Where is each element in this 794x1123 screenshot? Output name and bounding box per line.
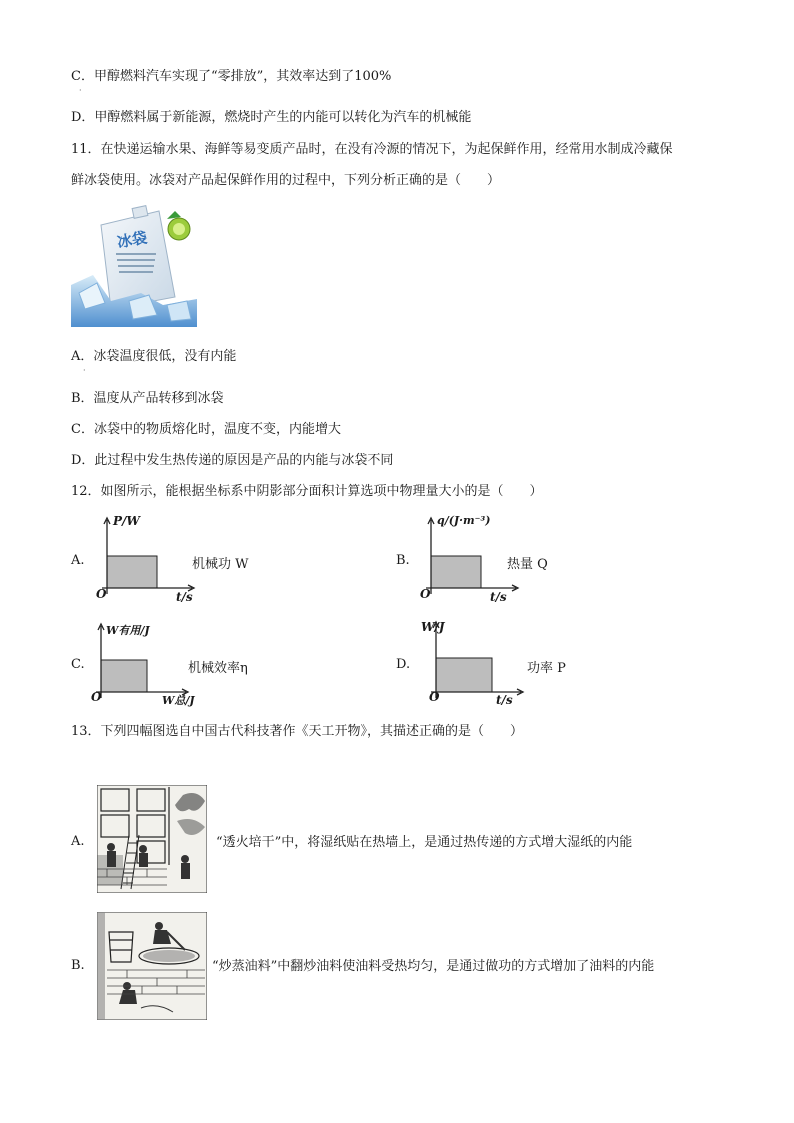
q12-graph-c-xlabel: W总/J (162, 694, 195, 707)
stray-dot: · (83, 366, 86, 375)
q12-graph-c-ylabel: W有用/J (106, 624, 150, 637)
q12-graph-a-ylabel: P/W (113, 514, 140, 528)
q12-graph-b-origin: O (420, 587, 431, 601)
shaded-area (431, 556, 481, 588)
q12-stem: 12．如图所示，能根据坐标系中阴影部分面积计算选项中物理量大小的是（ ） (71, 484, 543, 499)
ice-bag-image (71, 205, 197, 327)
q11-option-a: A．冰袋温度很低，没有内能 (71, 349, 237, 364)
q12-graph-d-ylabel: W/J (421, 620, 445, 634)
q12-graph-b-quantity: 热量 Q (507, 557, 548, 572)
q13-option-a-text: “透火培干”中，将湿纸贴在热墙上，是通过热传递的方式增大湿纸的内能 (216, 835, 633, 850)
q10-option-c: C．甲醇燃料汽车实现了“零排放”，其效率达到了100% (71, 69, 392, 84)
q12-graph-a-quantity: 机械功 W (192, 557, 249, 572)
q11-stem-line2: 鲜冰袋使用。冰袋对产品起保鲜作用的过程中，下列分析正确的是（ ） (71, 173, 501, 188)
q13-option-b-woodcut (97, 912, 207, 1020)
q11-stem-line1: 11．在快递运输水果、海鲜等易变质产品时，在没有冷源的情况下，为起保鲜作用，经常用水制成冷藏保 (71, 142, 673, 157)
q12-graph-a-origin: O (96, 587, 107, 601)
stray-dot: · (79, 86, 82, 95)
shaded-area (107, 556, 157, 588)
shaded-area (101, 660, 147, 692)
q10-option-d: D．甲醇燃料属于新能源，燃烧时产生的内能可以转化为汽车的机械能 (71, 110, 472, 125)
q12-option-d-letter: D. (396, 657, 411, 672)
q11-option-c: C．冰袋中的物质熔化时，温度不变，内能增大 (71, 422, 341, 437)
q12-graph-d-xlabel: t/s (496, 693, 513, 707)
q12-option-a-letter: A. (71, 553, 85, 568)
oil-steaming-woodcut (97, 912, 207, 1020)
q12-graph-b-xlabel: t/s (490, 590, 507, 604)
q12-option-c-letter: C. (71, 657, 85, 672)
q11-option-d: D．此过程中发生热传递的原因是产品的内能与冰袋不同 (71, 453, 394, 468)
shaded-area (436, 658, 492, 692)
q12-graph-c-quantity: 机械效率η (188, 661, 248, 676)
q13-option-b-text: “炒蒸油料”中翻炒油料使油料受热均匀，是通过做功的方式增加了油料的内能 (212, 959, 655, 974)
q13-stem: 13．下列四幅图选自中国古代科技著作《天工开物》，其描述正确的是（ ） (71, 724, 524, 739)
q13-option-b-letter: B. (71, 958, 85, 973)
paper-drying-woodcut (97, 785, 207, 893)
q13-option-a-woodcut (97, 785, 207, 893)
q12-option-b-letter: B. (396, 553, 410, 568)
q11-option-b: B．温度从产品转移到冰袋 (71, 391, 224, 406)
q12-graph-c-origin: O (91, 690, 102, 704)
q12-graph-b-ylabel: q/(J·m⁻³) (437, 514, 491, 527)
q12-graph-d-origin: O (429, 690, 440, 704)
q12-graph-d-quantity: 功率 P (527, 661, 566, 676)
ice-bag-label: 冰袋 (115, 228, 149, 252)
q13-option-a-letter: A. (71, 834, 85, 849)
ice-bag-illustration (71, 205, 197, 327)
q12-graph-a-xlabel: t/s (176, 590, 193, 604)
